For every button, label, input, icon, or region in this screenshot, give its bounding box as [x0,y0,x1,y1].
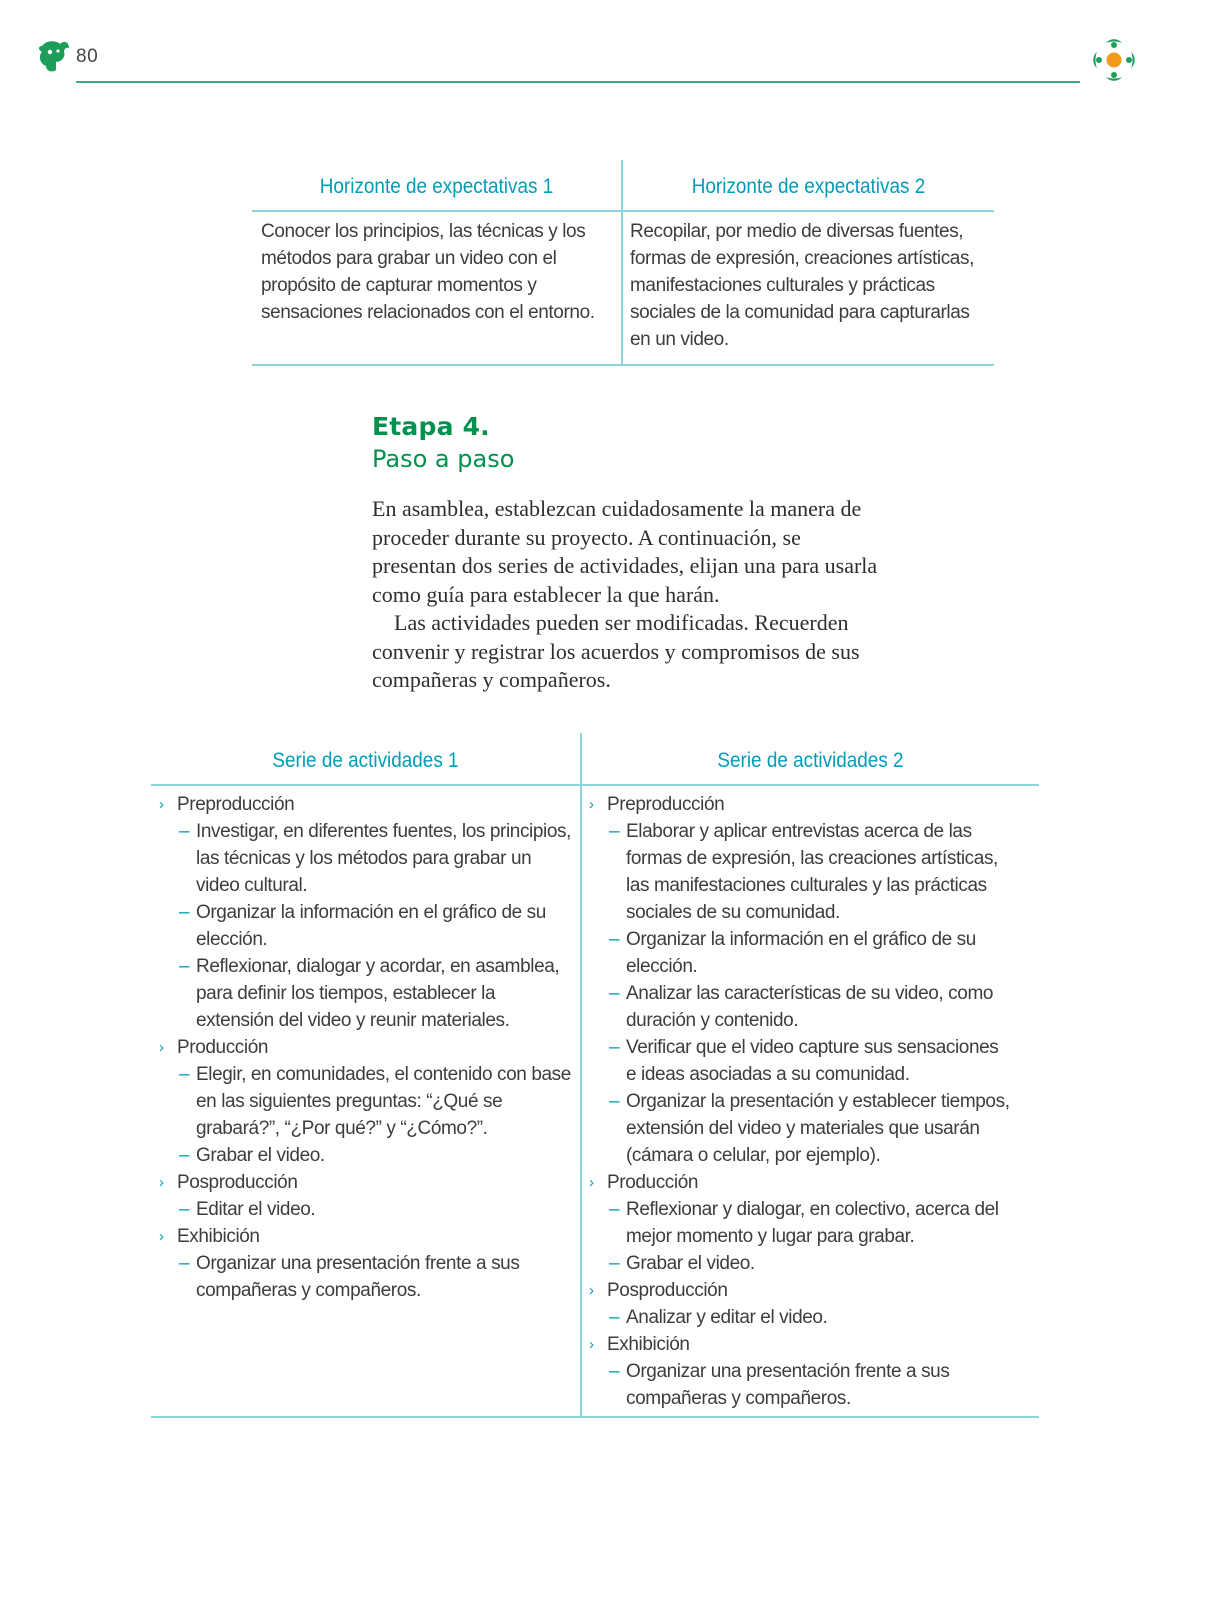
phase-label: Preproducción [607,794,725,815]
dash-bullet-icon: – [609,1037,620,1058]
table-divider-bottom [151,1416,1039,1418]
dash-bullet-icon: – [179,1253,190,1274]
dash-bullet-icon: – [609,1253,620,1274]
step-text: Organizar la presentación y establecer tiempos, extensión del video y materiales que usarán (cámara o celular, por ejemplo). [626,1091,1010,1166]
phase-label: Preproducción [177,794,295,815]
dash-bullet-icon: – [179,902,190,923]
page-number: 80 [76,46,99,67]
chevron-bullet-icon: › [159,1174,164,1191]
activity-step [607,1034,1011,1088]
dash-bullet-icon: – [609,1199,620,1220]
etapa-title: Etapa 4. [372,412,490,441]
dash-bullet-icon: – [179,1064,190,1085]
activity-step [177,953,571,1034]
serie-2-list [581,791,1011,1412]
activity-step-list [177,1061,571,1169]
activity-phase [151,1223,571,1304]
intro-paragraph-1: En asamblea, establezcan cuidadosamente la manera de proceder durante su proyecto. A continuación, se presentan dos series de actividades, elijan una para usarla como guía para establecer la que harán. [372,496,878,607]
activity-step [607,980,1011,1034]
step-text: Grabar el video. [626,1253,755,1274]
activity-step [607,1358,1011,1412]
expectativas-2-title: Horizonte de expectativas 2 [691,174,926,198]
activity-phase [581,1331,1011,1412]
expectativas-2-text: Recopilar, por medio de diversas fuentes, formas de expresión, creaciones artísticas, manifestaciones culturales y prácticas sociales de la comunidad para capturarlas en un video. [630,221,974,350]
activity-step [607,926,1011,980]
step-text: Organizar una presentación frente a sus compañeras y compañeros. [196,1253,520,1301]
phase-label: Exhibición [177,1226,260,1247]
table-divider-vertical [621,160,623,366]
activity-step [607,1304,1011,1331]
step-text: Organizar la información en el gráfico de su elección. [196,902,546,950]
step-text: Verificar que el video capture sus sensaciones e ideas asociadas a su comunidad. [626,1037,999,1085]
step-text: Organizar la información en el gráfico de su elección. [626,929,976,977]
activity-phase [151,791,571,1034]
phase-label: Exhibición [607,1334,690,1355]
chevron-bullet-icon: › [589,1174,594,1191]
activity-step-list [607,818,1011,1169]
activity-step [607,1196,1011,1250]
phase-label: Posproducción [607,1280,728,1301]
step-text: Editar el video. [196,1199,316,1220]
activity-phase-list [581,791,1011,1412]
activity-step [177,1061,571,1142]
phase-label: Posproducción [177,1172,298,1193]
table-divider-header [252,210,994,212]
chevron-bullet-icon: › [589,1282,594,1299]
chevron-bullet-icon: › [159,796,164,813]
intro-paragraph-2: Las actividades pueden ser modificadas. Recuerden convenir y registrar los acuerdos y compromisos de sus compañeras y compañeros. [372,610,860,692]
activity-step [177,899,571,953]
activity-phase [151,1169,571,1223]
chevron-bullet-icon: › [589,1336,594,1353]
serie-1-list [151,791,571,1304]
step-text: Analizar las características de su video, como duración y contenido. [626,983,994,1031]
dash-bullet-icon: – [179,1145,190,1166]
step-text: Elegir, en comunidades, el contenido con base en las siguientes preguntas: “¿Qué se grabará?”, “¿Por qué?” y “¿Cómo?”. [196,1064,571,1139]
dash-bullet-icon: – [179,956,190,977]
expectativas-table [252,160,994,366]
activity-step [607,818,1011,926]
activity-phase [581,1169,1011,1277]
step-text: Grabar el video. [196,1145,325,1166]
step-text: Elaborar y aplicar entrevistas acerca de las formas de expresión, las creaciones artísticas, las manifestaciones culturales y las prácticas sociales de su comunidad. [626,821,998,923]
activity-step-list [607,1196,1011,1277]
activity-step [177,1196,571,1223]
expectativas-1-title: Horizonte de expectativas 1 [319,174,554,198]
serie-2-title: Serie de actividades 2 [717,748,904,772]
step-text: Analizar y editar el video. [626,1307,828,1328]
activity-step [177,818,571,899]
table-divider-bottom [252,364,994,366]
step-text: Investigar, en diferentes fuentes, los principios, las técnicas y los métodos para grabar un video cultural. [196,821,572,896]
step-text: Reflexionar y dialogar, en colectivo, acerca del mejor momento y lugar para grabar. [626,1199,999,1247]
dash-bullet-icon: – [609,1307,620,1328]
dash-bullet-icon: – [609,1091,620,1112]
etapa-intro [372,495,882,695]
etapa-subtitle: Paso a paso [372,445,515,473]
dash-bullet-icon: – [609,1361,620,1382]
activity-step-list [177,1196,571,1223]
dash-bullet-icon: – [609,929,620,950]
dash-bullet-icon: – [609,983,620,1004]
activity-step-list [607,1304,1011,1331]
chevron-bullet-icon: › [159,1039,164,1056]
dash-bullet-icon: – [179,821,190,842]
table-divider-header [151,784,1039,786]
etapa-heading [372,412,514,473]
header-rule [76,81,1080,83]
dash-bullet-icon: – [179,1199,190,1220]
phase-label: Producción [177,1037,269,1058]
activity-step [177,1250,571,1304]
activity-step-list [177,818,571,1034]
serie-1-title: Serie de actividades 1 [272,748,459,772]
activity-phase [581,791,1011,1169]
activity-step-list [607,1358,1011,1412]
activity-phase [581,1277,1011,1331]
expectativas-1-text: Conocer los principios, las técnicas y los métodos para grabar un video con el propósito de capturar momentos y sensaciones relacionados con el entorno. [261,221,595,323]
activity-phase-list [151,791,571,1304]
activity-step-list [177,1250,571,1304]
activity-step [607,1250,1011,1277]
activity-phase [151,1034,571,1169]
dash-bullet-icon: – [609,821,620,842]
step-text: Reflexionar, dialogar y acordar, en asamblea, para definir los tiempos, establecer la extensión del video y reunir materiales. [196,956,560,1031]
activity-step [177,1142,571,1169]
chevron-bullet-icon: › [159,1228,164,1245]
series-table [151,733,1039,1418]
activity-step [607,1088,1011,1169]
community-logo-icon [1088,34,1140,86]
chevron-bullet-icon: › [589,796,594,813]
ngl-logo-icon [36,38,70,74]
step-text: Organizar una presentación frente a sus compañeras y compañeros. [626,1361,950,1409]
phase-label: Producción [607,1172,699,1193]
